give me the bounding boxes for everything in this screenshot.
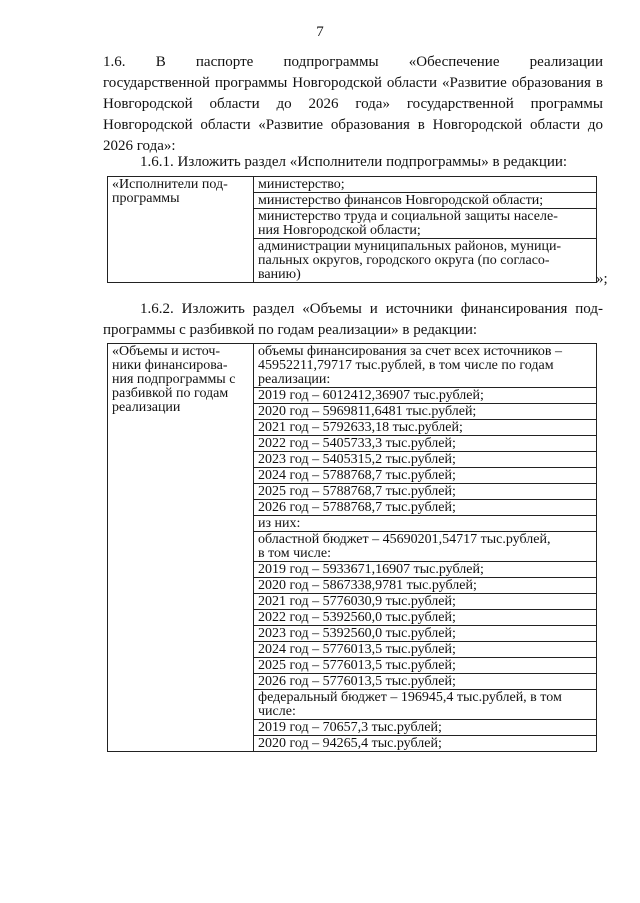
- financing-cell: [254, 690, 597, 720]
- financing-cell: [254, 484, 597, 500]
- financing-cell: [254, 578, 597, 594]
- cell-line: министерство финансов Новгородской области;: [258, 193, 544, 208]
- financing-cell: [254, 468, 597, 484]
- financing-label: [108, 344, 254, 752]
- executors-table: [107, 176, 597, 283]
- cell-line: 2022 год – 5405733,3 тыс.рублей;: [258, 436, 456, 451]
- label-line: разбивкой по годам: [112, 386, 229, 401]
- cell-line: пальных округов, городского округа (по согласо-: [258, 253, 550, 268]
- cell-line: 2022 год – 5392560,0 тыс.рублей;: [258, 610, 456, 625]
- financing-cell: [254, 500, 597, 516]
- financing-cell: [254, 388, 597, 404]
- cell-line: 2025 год – 5788768,7 тыс.рублей;: [258, 484, 456, 499]
- cell-line: министерство труда и социальной защиты населе-: [258, 209, 558, 224]
- paragraph-line: 1.6. В паспорте подпрограммы «Обеспечение реализации: [103, 54, 603, 70]
- paragraph-1-6: [103, 52, 603, 157]
- paragraph-line: Новгородской области до 2026 года» государственной программы: [103, 96, 603, 112]
- cell-line: 2020 год – 5867338,9781 тыс.рублей;: [258, 578, 477, 593]
- label-line: программы: [112, 191, 180, 206]
- label-line: реализации: [112, 400, 181, 415]
- paragraph-line: Новгородской области «Развитие образования в Новгородской области до: [103, 117, 603, 133]
- page-number: 7: [316, 24, 324, 40]
- cell-line: 2024 год – 5776013,5 тыс.рублей;: [258, 642, 456, 657]
- paragraph-1-6-2: [103, 299, 603, 341]
- cell-line: 2023 год – 5392560,0 тыс.рублей;: [258, 626, 456, 641]
- financing-table: [107, 343, 597, 752]
- cell-line: числе:: [258, 704, 296, 719]
- financing-cell: [254, 674, 597, 690]
- paragraph-1-6-1: 1.6.1. Изложить раздел «Исполнители подпрограммы» в редакции:: [140, 154, 568, 170]
- cell-line: администрации муниципальных районов, муници-: [258, 239, 562, 254]
- cell-line: 2021 год – 5792633,18 тыс.рублей;: [258, 420, 463, 435]
- paragraph-line: 1.6.2. Изложить раздел «Объемы и источники финансирования под-: [140, 301, 603, 317]
- financing-cell: [254, 562, 597, 578]
- cell-line: из них:: [258, 516, 301, 531]
- financing-cell: [254, 420, 597, 436]
- label-line: «Объемы и источ-: [112, 344, 221, 359]
- cell-line: ванию): [258, 267, 301, 282]
- cell-line: 2024 год – 5788768,7 тыс.рублей;: [258, 468, 456, 483]
- executor-cell: [254, 193, 597, 209]
- cell-line: 2023 год – 5405315,2 тыс.рублей;: [258, 452, 456, 467]
- financing-cell: [254, 344, 597, 388]
- financing-cell: [254, 626, 597, 642]
- label-line: ния подпрограммы с: [112, 372, 236, 387]
- executor-cell: [254, 177, 597, 193]
- financing-cell: [254, 516, 597, 532]
- cell-line: 2019 год – 5933671,16907 тыс.рублей;: [258, 562, 484, 577]
- cell-line: федеральный бюджет – 196945,4 тыс.рублей, в том: [258, 690, 562, 705]
- executors-label: [108, 177, 254, 283]
- financing-cell: [254, 736, 597, 752]
- cell-line: 2020 год – 5969811,6481 тыс.рублей;: [258, 404, 477, 419]
- executor-cell: [254, 209, 597, 239]
- cell-line: министерство;: [258, 177, 345, 192]
- paragraph-line: 2026 года»:: [103, 138, 176, 154]
- cell-line: 2020 год – 94265,4 тыс.рублей;: [258, 736, 442, 751]
- financing-cell: [254, 610, 597, 626]
- financing-cell: [254, 594, 597, 610]
- cell-line: 2025 год – 5776013,5 тыс.рублей;: [258, 658, 456, 673]
- label-line: ники финансирова-: [112, 358, 228, 373]
- financing-cell: [254, 532, 597, 562]
- cell-line: 2019 год – 6012412,36907 тыс.рублей;: [258, 388, 484, 403]
- cell-line: реализации:: [258, 372, 331, 387]
- cell-line: областной бюджет – 45690201,54717 тыс.рублей,: [258, 532, 551, 547]
- cell-line: 2026 год – 5776013,5 тыс.рублей;: [258, 674, 456, 689]
- financing-cell: [254, 720, 597, 736]
- financing-cell: [254, 452, 597, 468]
- cell-line: 2026 год – 5788768,7 тыс.рублей;: [258, 500, 456, 515]
- cell-line: в том числе:: [258, 546, 331, 561]
- cell-line: 45952211,79717 тыс.рублей, в том числе по годам: [258, 358, 554, 373]
- cell-line: ния Новгородской области;: [258, 223, 421, 238]
- cell-line: объемы финансирования за счет всех источников –: [258, 344, 563, 359]
- paragraph-line: программы с разбивкой по годам реализации» в редакции:: [103, 322, 478, 338]
- financing-cell: [254, 658, 597, 674]
- executor-cell: [254, 239, 597, 283]
- financing-cell: [254, 436, 597, 452]
- table1-suffix: »;: [596, 271, 608, 287]
- financing-cell: [254, 404, 597, 420]
- financing-cell: [254, 642, 597, 658]
- label-line: «Исполнители под-: [112, 177, 228, 192]
- cell-line: 2019 год – 70657,3 тыс.рублей;: [258, 720, 442, 735]
- paragraph-line: государственной программы Новгородской области «Развитие образования в: [103, 75, 603, 91]
- cell-line: 2021 год – 5776030,9 тыс.рублей;: [258, 594, 456, 609]
